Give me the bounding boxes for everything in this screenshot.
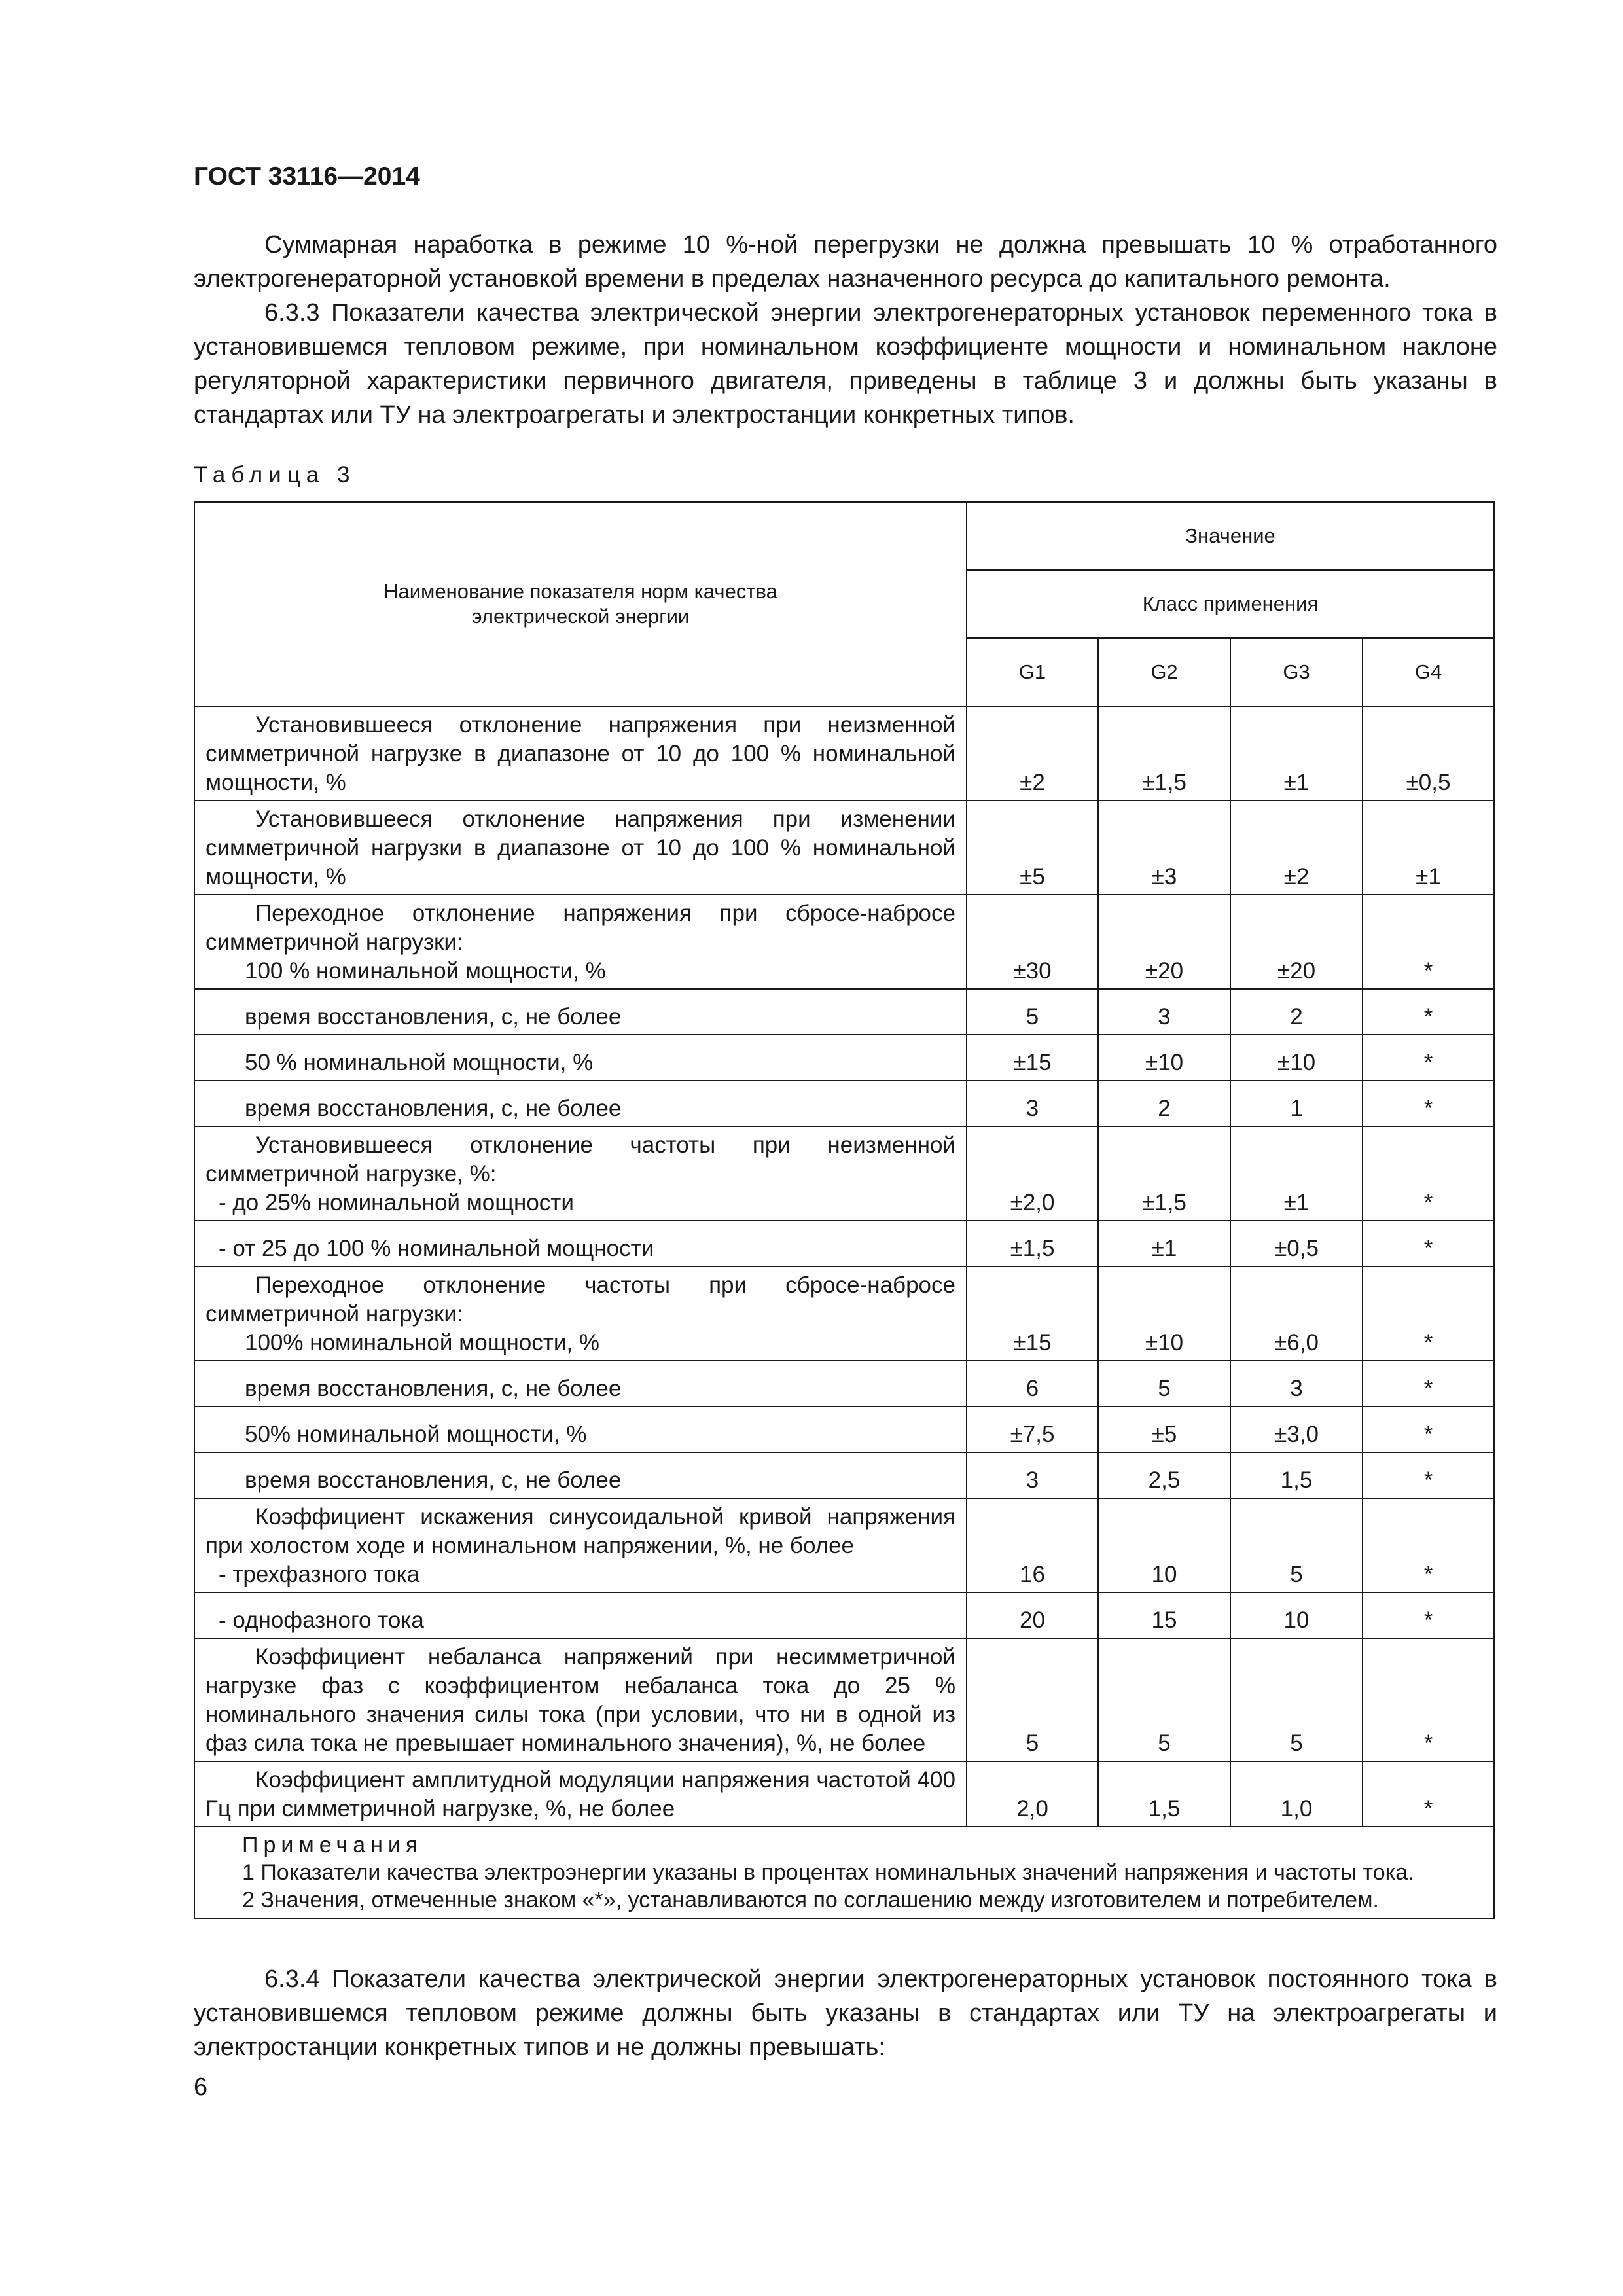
document-header: ГОСТ 33116—2014: [194, 162, 420, 190]
cell-g3: 10: [1230, 1592, 1363, 1638]
cell-g2: ±10: [1098, 1266, 1230, 1361]
cell-g1: ±15: [967, 1035, 1098, 1081]
table-head-g3: G3: [1230, 638, 1363, 706]
cell-g1: 2,0: [967, 1761, 1098, 1827]
row-name: Установившееся отклонение напряжения при изменении симметричной нагрузки в диапазоне от 10 до 100 % номинальной мощности, %: [194, 800, 967, 895]
row-name: Коэффициент амплитудной модуляции напряжения частотой 400 Гц при симметричной нагрузке, %, не более: [194, 1761, 967, 1827]
row-name: [194, 1498, 967, 1592]
cell-g3: ±20: [1230, 895, 1363, 989]
cell-g2: 2: [1098, 1081, 1230, 1126]
row-sub-label: - до 25% номинальной мощности: [219, 1190, 574, 1215]
cell-g2: 10: [1098, 1498, 1230, 1592]
table-notes: [194, 1827, 1494, 1918]
row-name: [194, 895, 967, 989]
cell-g4: *: [1363, 1407, 1494, 1452]
table-row: [194, 1221, 1494, 1266]
cell-g3: ±1: [1230, 1126, 1363, 1221]
cell-g2: 2,5: [1098, 1452, 1230, 1498]
table-row: [194, 989, 1494, 1035]
table-row: [194, 1266, 1494, 1361]
row-sub-label: 100% номинальной мощности, %: [245, 1330, 599, 1355]
cell-g3: 2: [1230, 989, 1363, 1035]
table-row: [194, 1592, 1494, 1638]
row-name: Установившееся отклонение напряжения при неизменной симметричной нагрузке в диапазоне от 10 до 100 % номинальной мощности, %: [194, 706, 967, 800]
table-head-value: Значение: [967, 502, 1494, 570]
page-number: 6: [194, 2073, 208, 2101]
row-group-title: Переходное отклонение частоты при сбросе-набросе симметричной нагрузки:: [205, 1272, 955, 1327]
row-sub-label: - однофазного тока: [194, 1592, 967, 1638]
cell-g2: 5: [1098, 1638, 1230, 1761]
table-head-class: Класс применения: [967, 570, 1494, 638]
cell-g2: ±1,5: [1098, 706, 1230, 800]
cell-g4: *: [1363, 1035, 1494, 1081]
paragraph-6-3-3: 6.3.3 Показатели качества электрической энергии электрогенераторных установок переменного тока в установившемся тепловом режиме, при номинальном коэффициенте мощности и номинальном наклоне регуляторной характеристики первичного двигателя, приведены в таблице 3 и должны быть указаны в стандартах или ТУ на электроагрегаты и электростанции конкретных типов.: [194, 299, 1497, 429]
cell-g2: 15: [1098, 1592, 1230, 1638]
row-group-title: Коэффициент искажения синусоидальной кривой напряжения при холостом ходе и номинальном напряжении, %, не более: [205, 1504, 955, 1558]
table-row: [194, 1761, 1494, 1827]
paragraph-overload: Суммарная наработка в режиме 10 %-ной перегрузки не должна превышать 10 % отработанного электрогенераторной установкой времени в пределах назначенного ресурса до капитального ремонта.: [194, 231, 1497, 293]
quality-table: [194, 501, 1495, 1919]
cell-g1: ±2: [967, 706, 1098, 800]
cell-g3: 5: [1230, 1498, 1363, 1592]
cell-g3: ±10: [1230, 1035, 1363, 1081]
cell-g2: ±1: [1098, 1221, 1230, 1266]
cell-g1: ±2,0: [967, 1126, 1098, 1221]
cell-g4: *: [1363, 1361, 1494, 1407]
cell-g3: 1: [1230, 1081, 1363, 1126]
table-row: [194, 1081, 1494, 1126]
cell-g3: ±2: [1230, 800, 1363, 895]
cell-g1: 3: [967, 1452, 1098, 1498]
cell-g1: 6: [967, 1361, 1098, 1407]
cell-g4: *: [1363, 1592, 1494, 1638]
table-row: [194, 800, 1494, 895]
row-group-title: Установившееся отклонение частоты при неизменной симметричной нагрузке, %:: [205, 1132, 955, 1187]
cell-g3: ±3,0: [1230, 1407, 1363, 1452]
cell-g3: ±0,5: [1230, 1221, 1363, 1266]
cell-g2: ±3: [1098, 800, 1230, 895]
table-row: [194, 1361, 1494, 1407]
table-head-g4: G4: [1363, 638, 1494, 706]
cell-g2: 1,5: [1098, 1761, 1230, 1827]
cell-g4: *: [1363, 1266, 1494, 1361]
table-row: [194, 1638, 1494, 1761]
note-2: 2 Значения, отмеченные знаком «*», устанавливаются по соглашению между изготовителем и потребителем.: [242, 1888, 1379, 1912]
table-row: [194, 1498, 1494, 1592]
cell-g4: *: [1363, 1638, 1494, 1761]
cell-g2: ±20: [1098, 895, 1230, 989]
table-head-g2: G2: [1098, 638, 1230, 706]
note-1: 1 Показатели качества электроэнергии указаны в процентах номинальных значений напряжения и частоты тока.: [242, 1860, 1414, 1885]
cell-g2: ±5: [1098, 1407, 1230, 1452]
cell-g4: *: [1363, 1761, 1494, 1827]
table-head-g1: G1: [967, 638, 1098, 706]
table-head-name: Наименование показателя норм качества электрической энергии: [194, 502, 967, 706]
row-sub-label: 100 % номинальной мощности, %: [245, 958, 606, 984]
row-sub-label: время восстановления, с, не более: [194, 1361, 967, 1407]
cell-g2: 5: [1098, 1361, 1230, 1407]
cell-g1: ±15: [967, 1266, 1098, 1361]
row-name: [194, 1266, 967, 1361]
row-sub-label: время восстановления, с, не более: [194, 1452, 967, 1498]
row-sub-label: - трехфазного тока: [219, 1562, 420, 1587]
cell-g4: *: [1363, 1221, 1494, 1266]
cell-g3: 5: [1230, 1638, 1363, 1761]
notes-title: Примечания: [242, 1833, 423, 1857]
cell-g1: 5: [967, 989, 1098, 1035]
paragraph-6-3-4: 6.3.4 Показатели качества электрической энергии электрогенераторных установок постоянного тока в установившемся тепловом режиме должны быть указаны в стандартах или ТУ на электроагрегаты и электростанции конкретных типов и не должны превышать:: [194, 1965, 1497, 2061]
cell-g1: ±1,5: [967, 1221, 1098, 1266]
cell-g1: ±5: [967, 800, 1098, 895]
row-name: [194, 1126, 967, 1221]
cell-g3: 3: [1230, 1361, 1363, 1407]
table-notes-row: [194, 1827, 1494, 1918]
table-row: [194, 1035, 1494, 1081]
table-row: [194, 1407, 1494, 1452]
row-sub-label: время восстановления, с, не более: [194, 989, 967, 1035]
row-sub-label: - от 25 до 100 % номинальной мощности: [194, 1221, 967, 1266]
cell-g3: ±1: [1230, 706, 1363, 800]
cell-g4: *: [1363, 1452, 1494, 1498]
cell-g1: 16: [967, 1498, 1098, 1592]
cell-g4: *: [1363, 1126, 1494, 1221]
row-sub-label: 50 % номинальной мощности, %: [194, 1035, 967, 1081]
row-group-title: Переходное отклонение напряжения при сбросе-набросе симметричной нагрузки:: [205, 901, 955, 955]
cell-g3: 1,5: [1230, 1452, 1363, 1498]
cell-g4: ±0,5: [1363, 706, 1494, 800]
cell-g4: *: [1363, 1081, 1494, 1126]
cell-g1: ±30: [967, 895, 1098, 989]
cell-g1: 20: [967, 1592, 1098, 1638]
cell-g2: ±1,5: [1098, 1126, 1230, 1221]
cell-g3: 1,0: [1230, 1761, 1363, 1827]
cell-g2: ±10: [1098, 1035, 1230, 1081]
table-row: [194, 706, 1494, 800]
cell-g4: ±1: [1363, 800, 1494, 895]
cell-g4: *: [1363, 989, 1494, 1035]
table-row: [194, 895, 1494, 989]
row-name: Коэффициент небаланса напряжений при несимметричной нагрузке фаз с коэффициентом небаланса тока до 25 % номинального значения силы тока (при условии, что ни в одной из фаз сила тока не превышает номинального значения), %, не более: [194, 1638, 967, 1761]
row-sub-label: 50% номинальной мощности, %: [194, 1407, 967, 1452]
row-sub-label: время восстановления, с, не более: [194, 1081, 967, 1126]
table-caption: Таблица 3: [194, 462, 356, 488]
cell-g1: ±7,5: [967, 1407, 1098, 1452]
table-row: [194, 1126, 1494, 1221]
cell-g1: 5: [967, 1638, 1098, 1761]
cell-g4: *: [1363, 1498, 1494, 1592]
cell-g3: ±6,0: [1230, 1266, 1363, 1361]
cell-g4: *: [1363, 895, 1494, 989]
cell-g1: 3: [967, 1081, 1098, 1126]
table-row: [194, 1452, 1494, 1498]
cell-g2: 3: [1098, 989, 1230, 1035]
